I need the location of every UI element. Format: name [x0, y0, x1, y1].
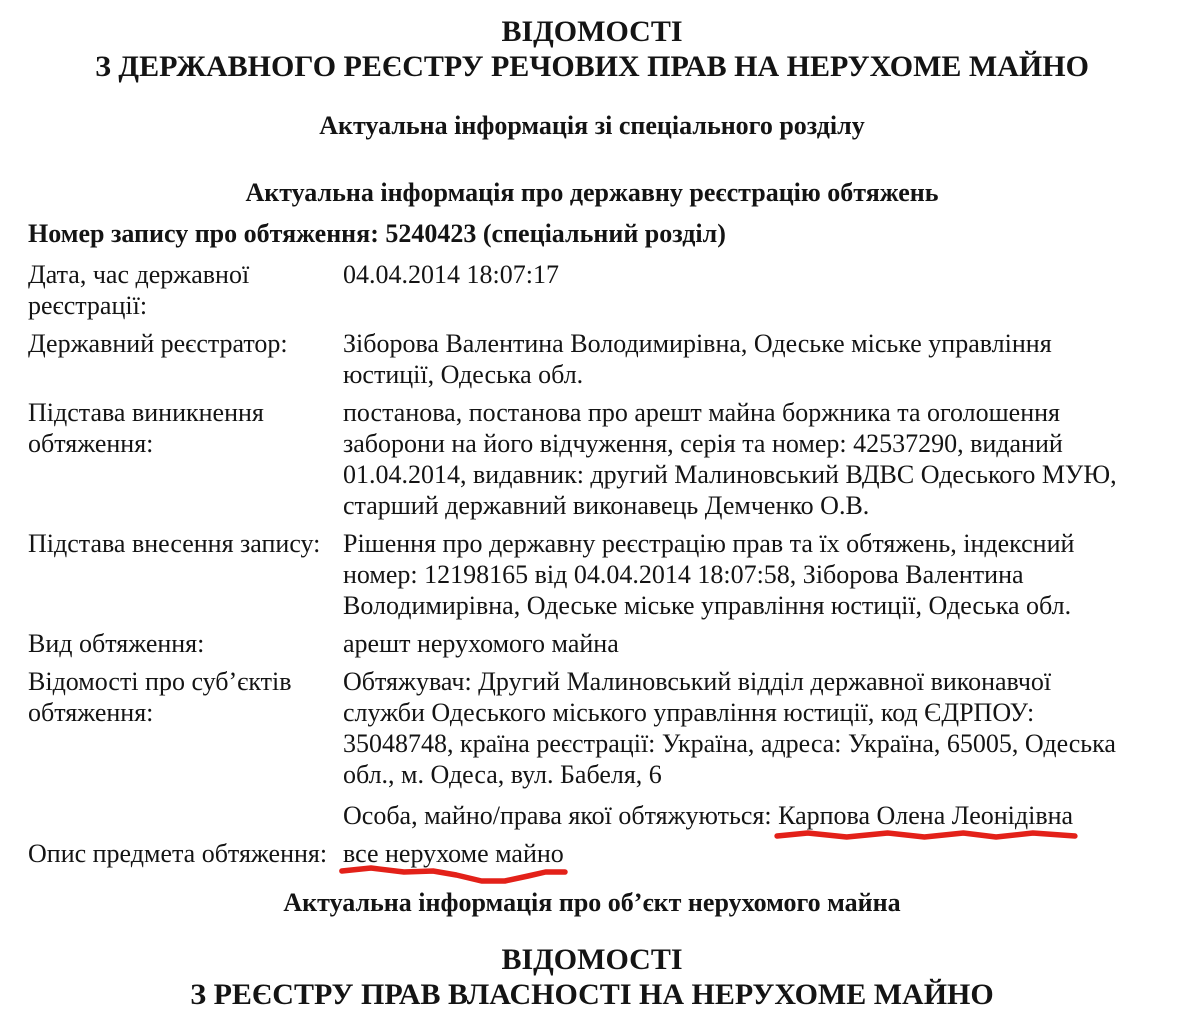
person-name-highlight	[778, 800, 1073, 831]
field-row-object-description	[28, 838, 1156, 869]
field-row-origin-basis	[28, 397, 1156, 521]
field-label: Підстава виникнення обтяження:	[28, 398, 264, 458]
footer-title-line2: З РЕЄСТРУ ПРАВ ВЛАСНОСТІ НА НЕРУХОМЕ МАЙНО	[190, 978, 994, 1011]
field-label: Дата, час державної реєстрації:	[28, 260, 250, 320]
special-section-subtitle: Актуальна інформація зі спеціального розділу	[319, 111, 865, 140]
field-label: Підстава внесення запису:	[28, 529, 321, 558]
field-row-entry-basis	[28, 528, 1156, 621]
object-description-highlight	[343, 838, 564, 869]
encumbrance-section-heading: Актуальна інформація про державну реєстрацію обтяжень	[245, 178, 939, 207]
field-value	[343, 838, 1128, 869]
field-label: Відомості про суб’єктів обтяження:	[28, 667, 292, 727]
object-info-heading: Актуальна інформація про об’єкт нерухомого майна	[283, 888, 901, 917]
person-line-prefix: Особа, майно/права якої обтяжуються:	[343, 801, 779, 830]
footer-title-line1: ВІДОМОСТІ	[501, 943, 683, 976]
encumbered-person-paragraph	[343, 800, 1128, 831]
person-name: Карпова Олена Леонідівна	[778, 801, 1074, 830]
encumbrancer-paragraph: Обтяжувач: Другий Малиновський відділ державної виконавчої служби Одеського міського управління юстиції, код ЄДРПОУ: 35048748, країна реєстрації: Україна, адреса: Україна, 65005, Одеська обл., м. Одеса, вул. Бабеля, 6	[343, 667, 1116, 789]
field-value	[343, 666, 1128, 831]
field-row-state-registrar	[28, 328, 1156, 390]
field-row-registration-datetime	[28, 259, 1156, 321]
field-value: 04.04.2014 18:07:17	[343, 260, 559, 289]
field-row-encumbrance-type	[28, 628, 1156, 659]
field-label: Опис предмета обтяження:	[28, 839, 328, 868]
field-row-encumbrance-subjects	[28, 666, 1156, 831]
record-number-line	[28, 218, 1156, 249]
object-description-text: все нерухоме майно	[343, 839, 564, 868]
encumbrance-fields	[28, 259, 1156, 869]
document-title-line2: З ДЕРЖАВНОГО РЕЄСТРУ РЕЧОВИХ ПРАВ НА НЕРУХОМЕ МАЙНО	[95, 50, 1089, 83]
record-number-suffix: (спеціальний розділ)	[476, 219, 726, 248]
field-value: постанова, постанова про арешт майна боржника та оголошення заборони на його відчуження, серія та номер: 42537290, виданий 01.04.2014, видавник: другий Малиновський ВДВС Одеського МУЮ, старший державний виконавець Демченко О.В.	[343, 398, 1117, 520]
field-label: Державний реєстратор:	[28, 329, 288, 358]
field-label: Вид обтяження:	[28, 629, 205, 658]
record-number-label: Номер запису про обтяження:	[28, 219, 386, 248]
document-title-line1: ВІДОМОСТІ	[501, 15, 683, 48]
field-value: Зіборова Валентина Володимирівна, Одеське міське управління юстиції, Одеська обл.	[343, 329, 1052, 389]
field-value: арешт нерухомого майна	[343, 629, 619, 658]
field-value: Рішення про державну реєстрацію прав та їх обтяжень, індексний номер: 12198165 від 04.04.2014 18:07:58, Зіборова Валентина Володимирівна, Одеське міське управління юстиції, Одеська обл.	[343, 529, 1075, 620]
record-number: 5240423	[385, 219, 477, 248]
